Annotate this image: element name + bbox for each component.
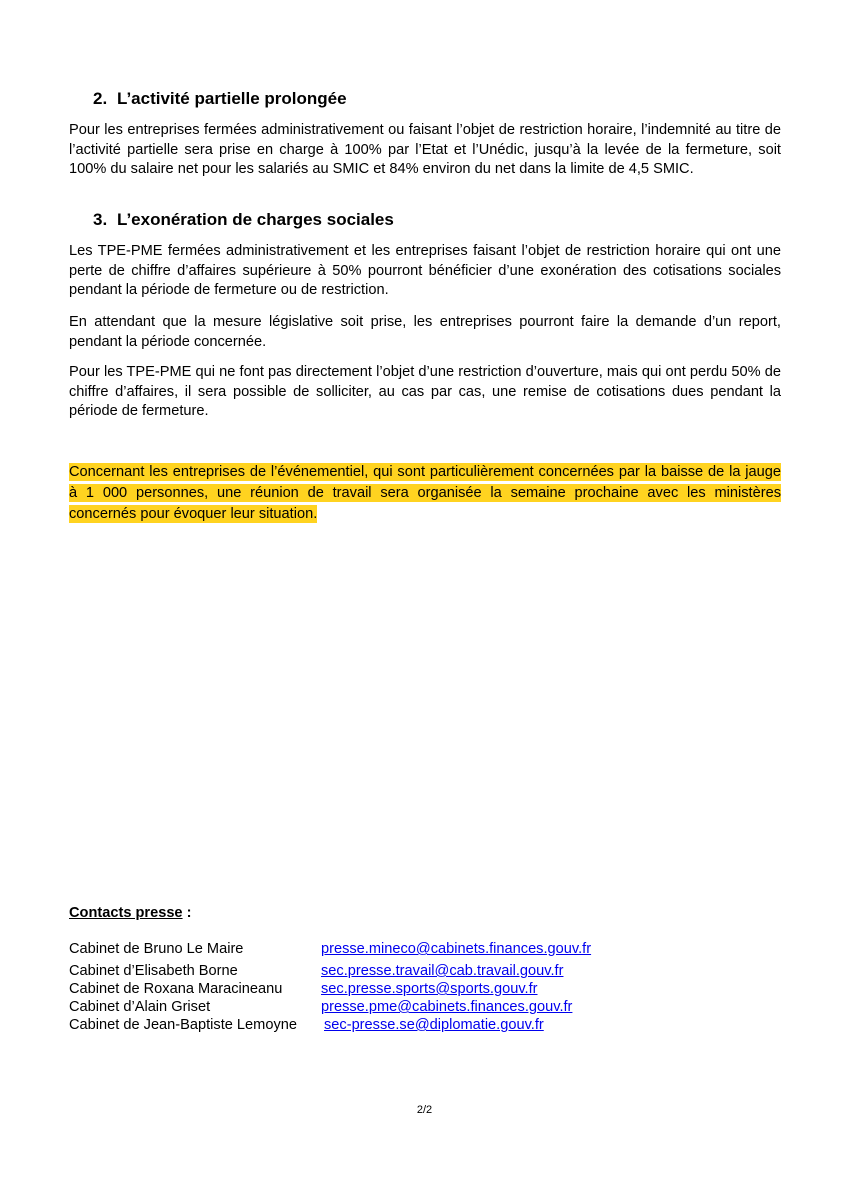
section-3-heading <box>93 209 394 231</box>
contact-email-link[interactable]: sec.presse.travail@cab.travail.gouv.fr <box>321 963 564 979</box>
contact-name: Cabinet de Bruno Le Maire <box>69 941 244 957</box>
contacts-title: Contacts presse <box>69 905 183 921</box>
contacts-heading <box>69 903 191 923</box>
section-3-paragraph-3: Pour les TPE-PME qui ne font pas directement l’objet d’une restriction d’ouverture, mais qui ont perdu 50% de chiffre d’affaires, il sera possible de solliciter, au cas par cas, une remise de cotisations dues pendant la période de fermeture. <box>69 364 781 419</box>
section-3-title: L’exonération de charges sociales <box>117 210 394 229</box>
contact-name: Cabinet d’Elisabeth Borne <box>69 963 238 979</box>
contact-email-link[interactable]: presse.mineco@cabinets.finances.gouv.fr <box>321 941 592 957</box>
contact-name: Cabinet de Roxana Maracineanu <box>69 981 283 997</box>
section-2-heading <box>93 88 347 110</box>
contact-name: Cabinet de Jean-Baptiste Lemoyne <box>69 1017 297 1033</box>
section-2-title: L’activité partielle prolongée <box>117 89 347 108</box>
contacts-title-suffix: : <box>182 905 192 921</box>
section-3-paragraph-1: Les TPE-PME fermées administrativement et les entreprises faisant l’objet de restriction horaire qui ont une perte de chiffre d’affaires supérieure à 50% pourront bénéficier d’une exonération des cotisations sociales pendant la période de fermeture ou de restriction. <box>69 243 781 298</box>
highlighted-paragraph <box>69 462 781 525</box>
contact-email-link[interactable]: sec-presse.se@diplomatie.gouv.fr <box>324 1017 544 1033</box>
section-3-number: 3. <box>93 210 108 229</box>
section-2-paragraph: Pour les entreprises fermées administrativement ou faisant l’objet de restriction horaire, l’indemnité au titre de l’activité partielle sera prise en charge à 100% par l’Etat et l’Unédic, jusqu’à la levée de la fermeture, soit 100% du salaire net pour les salariés au SMIC et 84% environ du net dans la limite de 4,5 SMIC. <box>69 122 781 177</box>
highlighted-text: Concernant les entreprises de l’événementiel, qui sont particulièrement concernées par la baisse de la jauge à 1 000 personnes, une réunion de travail sera organisée la semaine prochaine avec les ministères concernés pour évoquer leur situation. <box>69 464 781 522</box>
page-number: 2/2 <box>416 1104 433 1116</box>
section-3-paragraph-2: En attendant que la mesure législative soit prise, les entreprises pourront faire la demande d’un report, pendant la période concernée. <box>69 314 781 350</box>
contact-email-link[interactable]: sec.presse.sports@sports.gouv.fr <box>321 981 538 997</box>
contact-email-link[interactable]: presse.pme@cabinets.finances.gouv.fr <box>321 999 573 1015</box>
section-2-number: 2. <box>93 89 108 108</box>
contact-name: Cabinet d’Alain Griset <box>69 999 211 1015</box>
